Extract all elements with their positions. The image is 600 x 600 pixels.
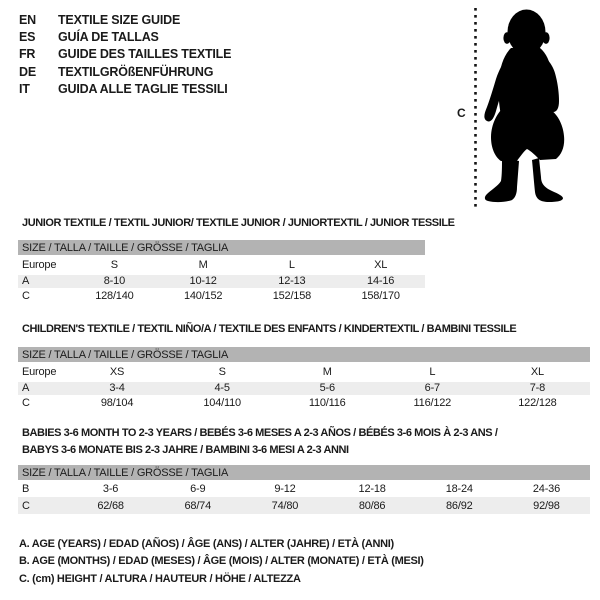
babies-section-title [22, 425, 498, 459]
height-reference-label: C [457, 106, 466, 120]
cell-value: 10-12 [189, 275, 217, 288]
cell-value: 116/122 [413, 397, 452, 410]
babies-size-table [18, 465, 590, 514]
cell-value: 3-6 [102, 482, 119, 495]
section-title-line: BABYS 3-6 MONATE BIS 2-3 JAHRE / BAMBINI 3-6 MESI A 2-3 ANNI [22, 444, 349, 456]
cell-value: 3-4 [109, 382, 125, 395]
language-code: IT [19, 81, 30, 96]
children-size-table [18, 347, 590, 412]
legend-footnotes [19, 536, 424, 588]
cell-value: 98/104 [100, 397, 134, 410]
table-row [18, 497, 590, 514]
cell-value: M [198, 259, 208, 271]
cell-value: 18-24 [445, 482, 473, 495]
language-title: GUIDA ALLE TAGLIE TESSILI [58, 81, 228, 96]
language-code: FR [19, 47, 36, 62]
cell-value: 74/80 [271, 499, 299, 512]
row-label: B [22, 482, 30, 495]
cell-value: 80/86 [358, 499, 386, 512]
cell-value: 110/116 [308, 397, 346, 410]
row-label: Europe [22, 366, 57, 378]
children-section-title [22, 321, 516, 338]
footnote-line: C. (cm) HEIGHT / ALTURA / HAUTEUR / HÖHE / ALTEZZA [19, 572, 301, 585]
table-row [18, 382, 590, 395]
language-line [19, 11, 231, 28]
language-title-block [19, 11, 231, 97]
section-title-line: JUNIOR TEXTILE / TEXTIL JUNIOR/ TEXTILE JUNIOR / JUNIORTEXTIL / JUNIOR TESSILE [22, 217, 455, 229]
cell-value: 8-10 [103, 275, 125, 288]
row-label: A [22, 275, 30, 288]
cell-value: 24-36 [532, 482, 561, 495]
cell-value: 104/110 [203, 397, 241, 410]
cell-value: 86/92 [446, 499, 473, 512]
cell-value: XL [374, 259, 388, 271]
language-code: EN [19, 12, 36, 27]
cell-value: 92/98 [533, 499, 560, 512]
language-title: TEXTILGRÖßENFÜHRUNG [58, 64, 214, 79]
size-header-band: SIZE / TALLA / TAILLE / GRÖSSE / TAGLIA [18, 347, 590, 362]
table-row [18, 255, 425, 275]
cell-value: 7-8 [529, 382, 546, 395]
cell-value: 62/68 [97, 499, 124, 512]
row-label: C [22, 397, 30, 410]
cell-value: 12-18 [358, 482, 386, 495]
row-label: A [22, 382, 30, 395]
cell-value: 6-9 [190, 482, 206, 495]
language-title: TEXTILE SIZE GUIDE [58, 12, 181, 27]
language-title: GUIDE DES TAILLES TEXTILE [58, 47, 232, 62]
section-title-line: BABIES 3-6 MONTH TO 2-3 YEARS / BEBÉS 3-6 MESES A 2-3 AÑOS / BÉBÉS 3-6 MOIS À 2-3 ANS / [22, 427, 498, 439]
cell-value: S [110, 259, 118, 271]
language-line [19, 28, 231, 45]
size-header-band: SIZE / TALLA / TAILLE / GRÖSSE / TAGLIA [18, 465, 590, 480]
size-header-band: SIZE / TALLA / TAILLE / GRÖSSE / TAGLIA [18, 240, 425, 255]
cell-value: M [322, 366, 332, 378]
language-code: DE [19, 64, 36, 79]
language-code: ES [19, 29, 36, 44]
cell-value: 122/128 [518, 397, 557, 410]
cell-value: L [288, 259, 295, 271]
language-line [19, 80, 231, 97]
cell-value: 5-6 [319, 382, 335, 395]
cell-value: 128/140 [95, 290, 134, 303]
cell-value: 68/74 [184, 499, 212, 512]
row-label: Europe [22, 259, 57, 271]
cell-value: 12-13 [278, 275, 306, 288]
table-row [18, 395, 590, 413]
cell-value: S [218, 366, 226, 378]
language-title: GUÍA DE TALLAS [58, 29, 159, 44]
cell-value: 152/158 [272, 290, 312, 303]
cell-value: 4-5 [214, 382, 230, 395]
language-line [19, 46, 231, 63]
table-row [18, 288, 425, 306]
row-label: C [22, 499, 30, 512]
language-line [19, 63, 231, 80]
footnote-line: B. AGE (MONTHS) / EDAD (MESES) / ÂGE (MOIS) / ALTER (MONATE) / ETÀ (MESI) [19, 555, 424, 568]
cell-value: XS [109, 366, 125, 378]
footnote-line: A. AGE (YEARS) / EDAD (AÑOS) / ÂGE (ANS) / ALTER (JAHRE) / ETÀ (ANNI) [19, 538, 394, 550]
cell-value: 140/152 [183, 290, 223, 303]
cell-value: XL [530, 366, 544, 378]
cell-value: 14-16 [367, 275, 395, 288]
junior-size-table [18, 240, 425, 305]
section-title-line: CHILDREN'S TEXTILE / TEXTIL NIÑO/A / TEXTILE DES ENFANTS / KINDERTEXTIL / BAMBINI TESSILE [22, 323, 517, 335]
baby-silhouette-icon [470, 0, 600, 215]
cell-value: 6-7 [424, 382, 440, 395]
table-row [18, 480, 590, 497]
table-row [18, 275, 425, 288]
cell-value: 158/170 [361, 290, 400, 303]
cell-value: L [429, 366, 436, 378]
baby-silhouette-figure [470, 0, 600, 215]
table-row [18, 362, 590, 382]
row-label: C [22, 290, 30, 303]
junior-section-title [22, 215, 455, 232]
cell-value: 9-12 [274, 482, 296, 495]
